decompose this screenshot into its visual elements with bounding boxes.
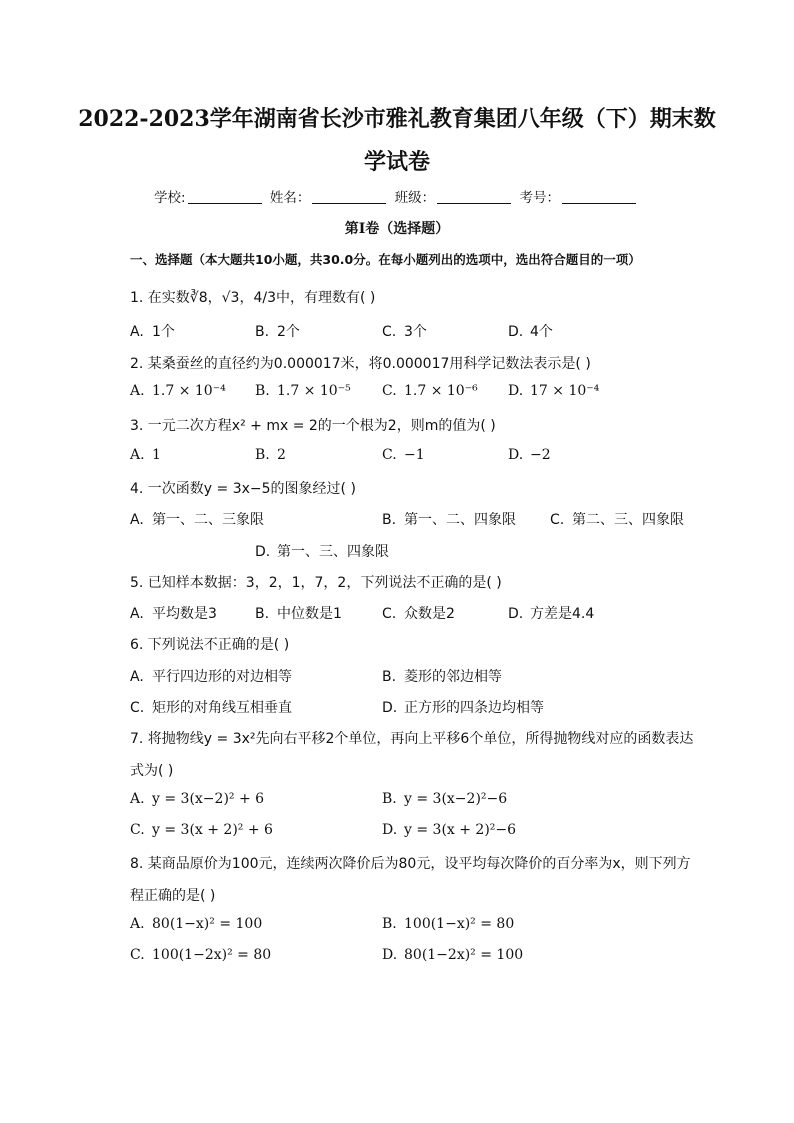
q7-option-c: C. y = 3(x + 2)² + 6: [130, 822, 273, 838]
q2-option-d: D. 17 × 10⁻⁴: [508, 383, 600, 399]
question-5-stem: 5. 已知样本数据：3，2，1，7，2，下列说法不正确的是( ): [130, 575, 502, 591]
q5-option-b: B. 中位数是1: [255, 606, 342, 622]
exam-number-label: 考号：: [519, 190, 560, 206]
section-heading: 一、选择题（本大题共10小题，共30.0分。在每小题列出的选项中，选出符合题目的一项）: [130, 252, 641, 267]
name-label: 姓名：: [269, 190, 311, 206]
q4-option-c: C. 第二、三、四象限: [550, 512, 684, 528]
class-label: 班级：: [394, 190, 436, 206]
q1-option-c: C. 3个: [382, 324, 427, 340]
class-blank: [437, 189, 511, 204]
q6-option-b: B. 菱形的邻边相等: [382, 669, 502, 685]
q8-option-b: B. 100(1−x)² = 80: [382, 916, 515, 932]
question-8-stem-line2: 程正确的是( ): [130, 888, 216, 904]
q8-option-a: A. 80(1−x)² = 100: [130, 916, 263, 932]
question-6-stem: 6. 下列说法不正确的是( ): [130, 637, 290, 653]
q3-option-d: D. −2: [508, 447, 551, 463]
q2-option-b: B. 1.7 × 10⁻⁵: [255, 383, 351, 399]
q1-option-b: B. 2个: [255, 324, 300, 340]
q4-option-d: D. 第一、三、四象限: [255, 544, 389, 560]
question-4-stem: 4. 一次函数y = 3x−5的图象经过( ): [130, 481, 356, 497]
q3-option-b: B. 2: [255, 447, 286, 463]
question-7-stem-line1: 7. 将抛物线y = 3x²先向右平移2个单位，再向上平移6个单位，所得抛物线对应的函数表达: [130, 731, 694, 747]
q6-option-a: A. 平行四边形的对边相等: [130, 669, 292, 685]
name-blank: [312, 189, 386, 204]
q6-option-c: C. 矩形的对角线互相垂直: [130, 700, 292, 716]
question-8-stem-line1: 8. 某商品原价为100元，连续两次降价后为80元，设平均每次降价的百分率为x，则下列方: [130, 856, 691, 872]
q1-option-d: D. 4个: [508, 324, 553, 340]
volume-heading: 第I卷（选择题）: [344, 221, 450, 237]
exam-title-line1: 2022-2023学年湖南省长沙市雅礼教育集团八年级（下）期末数: [78, 106, 716, 132]
student-info-row: [0, 186, 794, 206]
exam-title-line2: 学试卷: [363, 149, 430, 175]
question-7-stem-line2: 式为( ): [130, 763, 174, 779]
q5-option-d: D. 方差是4.4: [508, 606, 595, 622]
q4-option-a: A. 第一、二、三象限: [130, 512, 264, 528]
q5-option-a: A. 平均数是3: [130, 606, 217, 622]
q7-option-b: B. y = 3(x−2)²−6: [382, 791, 508, 807]
q2-option-c: C. 1.7 × 10⁻⁶: [382, 383, 478, 399]
school-blank: [188, 189, 262, 204]
q5-option-c: C. 众数是2: [382, 606, 455, 622]
q7-option-d: D. y = 3(x + 2)²−6: [382, 822, 517, 838]
q1-option-a: A. 1个: [130, 324, 175, 340]
exam-number-blank: [562, 189, 636, 204]
q3-option-c: C. −1: [382, 447, 425, 463]
q6-option-d: D. 正方形的四条边均相等: [382, 700, 544, 716]
q2-option-a: A. 1.7 × 10⁻⁴: [130, 383, 226, 399]
question-2-stem: 2. 某桑蚕丝的直径约为0.000017米，将0.000017用科学记数法表示是( ): [130, 356, 591, 372]
q7-option-a: A. y = 3(x−2)² + 6: [130, 791, 265, 807]
q8-option-d: D. 80(1−2x)² = 100: [382, 947, 524, 963]
q3-option-a: A. 1: [130, 447, 161, 463]
question-3-stem: 3. 一元二次方程x² + mx = 2的一个根为2，则m的值为( ): [130, 418, 496, 434]
school-label: 学校:: [154, 190, 186, 206]
q4-option-b: B. 第一、二、四象限: [382, 512, 516, 528]
question-1-stem: 1. 在实数∛8，√3，4/3中，有理数有( ): [130, 290, 376, 306]
q8-option-c: C. 100(1−2x)² = 80: [130, 947, 272, 963]
